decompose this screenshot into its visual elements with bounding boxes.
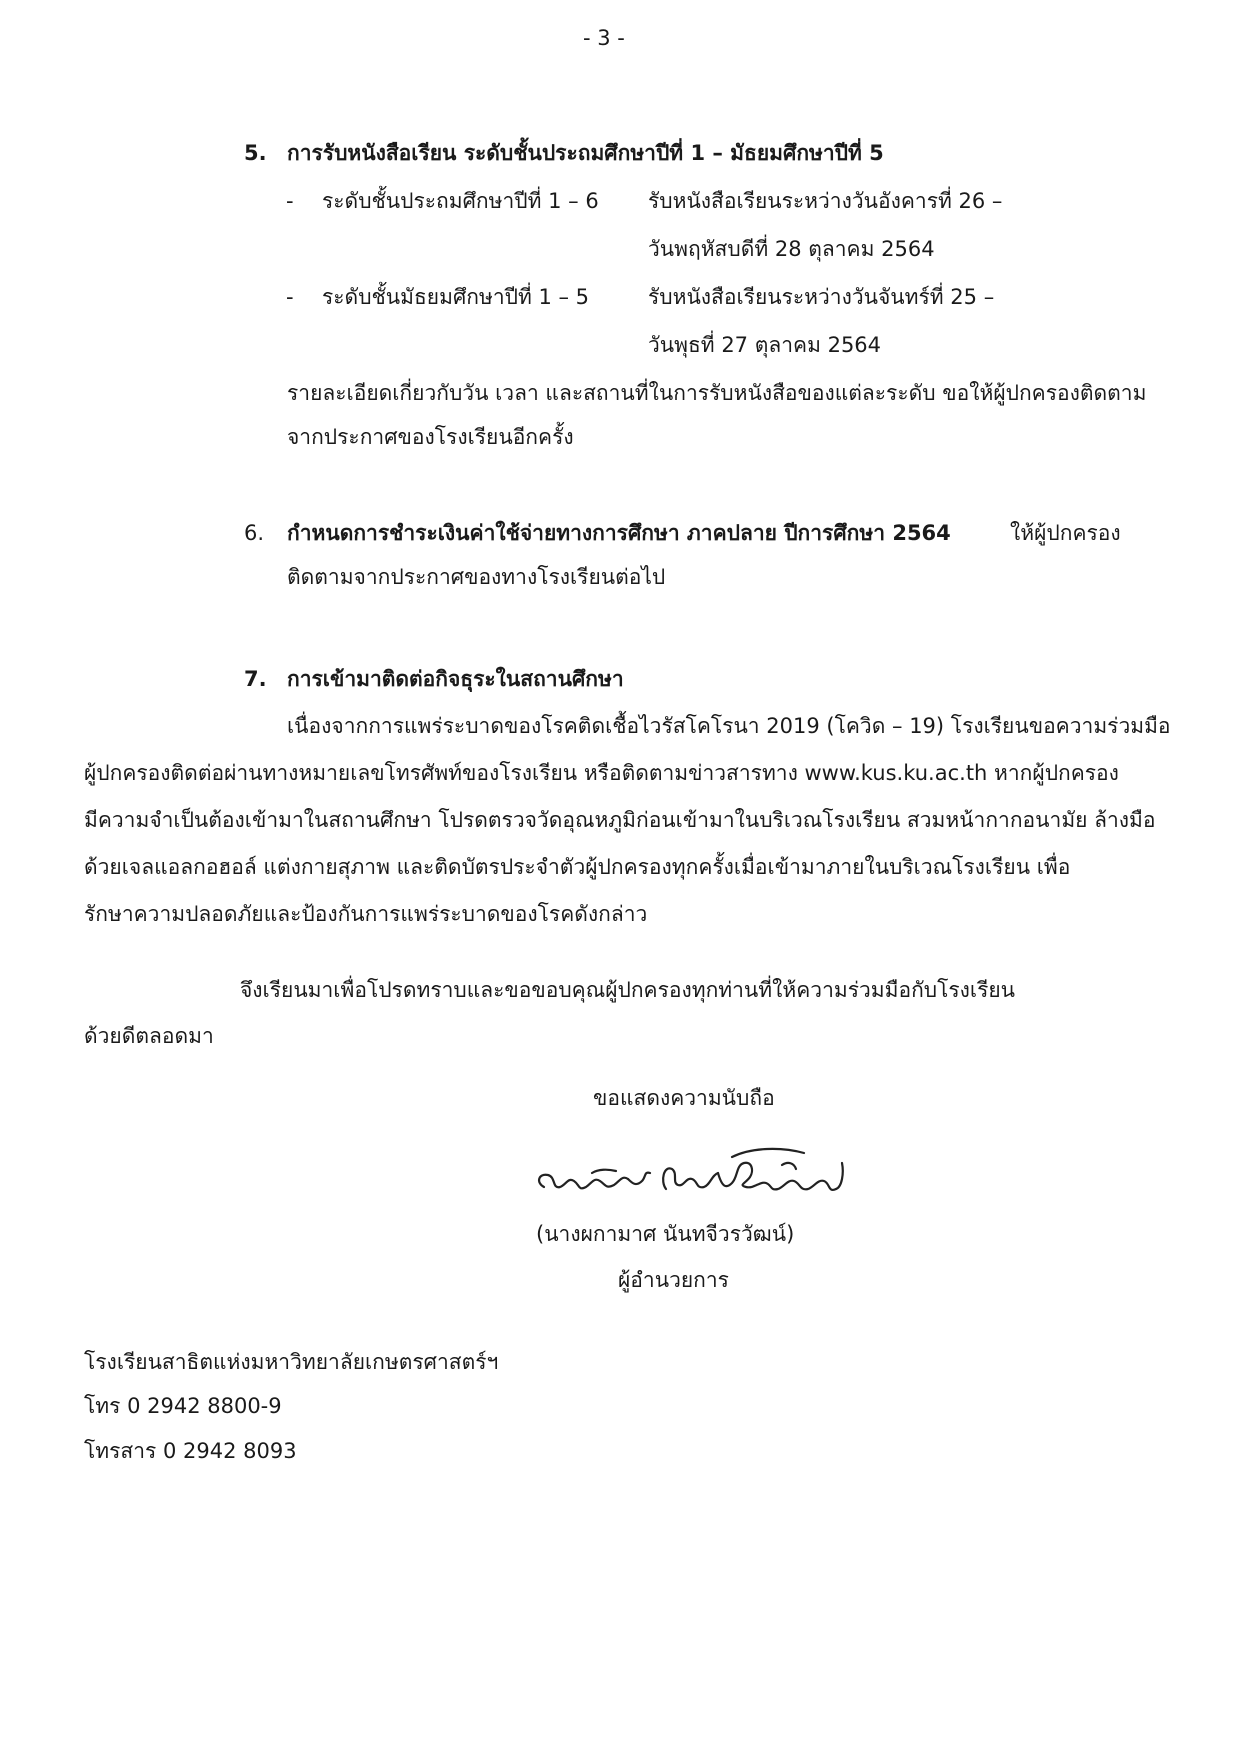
section7-line2: ผู้ปกครองติดต่อผ่านทางหมายเลขโทรศัพท์ของโรงเรียน หรือติดตามข่าวสารทาง www.kus.ku.ac.th หากผู้ปกครอง <box>84 761 1119 785</box>
section5-row2-level: ระดับชั้นมัธยมศึกษาปีที่ 1 – 5 <box>322 285 590 309</box>
section7-line4: ด้วยเจลแอลกอฮอล์ แต่งกายสุภาพ และติดบัตรประจำตัวผู้ปกครองทุกครั้งเมื่อเข้ามาภายในบริเวณโรงเรียน เพื่อ <box>84 855 1071 879</box>
footer-fax: โทรสาร 0 2942 8093 <box>84 1439 297 1463</box>
closing-line2: ด้วยดีตลอดมา <box>84 1024 214 1048</box>
section5-row1-dash: - <box>286 189 294 213</box>
section5-row1-level: ระดับชั้นประถมศึกษาปีที่ 1 – 6 <box>322 189 599 213</box>
signer-position: ผู้อำนวยการ <box>618 1268 729 1292</box>
section7-number: 7. <box>244 667 267 691</box>
footer-school: โรงเรียนสาธิตแห่งมหาวิทยาลัยเกษตรศาสตร์ฯ <box>84 1350 499 1374</box>
section6-line2: ติดตามจากประกาศของทางโรงเรียนต่อไป <box>287 565 666 589</box>
signer-name: (นางผกามาศ นันทจีวรวัฒน์) <box>536 1222 795 1246</box>
section5-row1-date-line2: วันพฤหัสบดีที่ 28 ตุลาคม 2564 <box>648 237 935 261</box>
section7-line5: รักษาความปลอดภัยและป้องกันการแพร่ระบาดของโรคดังกล่าว <box>84 902 648 926</box>
section5-row2-dash: - <box>286 285 294 309</box>
section5-title: การรับหนังสือเรียน ระดับชั้นประถมศึกษาปีที่ 1 – มัธยมศึกษาปีที่ 5 <box>287 141 884 165</box>
section5-row2-date-line1: รับหนังสือเรียนระหว่างวันจันทร์ที่ 25 – <box>648 285 995 309</box>
section5-row1-date-line1: รับหนังสือเรียนระหว่างวันอังคารที่ 26 – <box>648 189 1003 213</box>
section7-line1: เนื่องจากการแพร่ระบาดของโรคติดเชื้อไวรัสโคโรนา 2019 (โควิด – 19) โรงเรียนขอความร่วมมือ <box>287 714 1171 738</box>
section5-number: 5. <box>244 141 267 165</box>
closing-line1: จึงเรียนมาเพื่อโปรดทราบและขอขอบคุณผู้ปกครองทุกท่านที่ให้ความร่วมมือกับโรงเรียน <box>240 978 1016 1002</box>
closing-respect: ขอแสดงความนับถือ <box>593 1086 775 1110</box>
section6-title: กำหนดการชำระเงินค่าใช้จ่ายทางการศึกษา ภาคปลาย ปีการศึกษา 2564 <box>287 521 951 545</box>
footer-phone: โทร 0 2942 8800-9 <box>84 1394 282 1418</box>
section5-detail-line1: รายละเอียดเกี่ยวกับวัน เวลา และสถานที่ในการรับหนังสือของแต่ละระดับ ขอให้ผู้ปกครองติดตาม <box>287 381 1147 405</box>
signature-image <box>532 1143 872 1211</box>
section5-row2-date-line2: วันพุธที่ 27 ตุลาคม 2564 <box>648 333 882 357</box>
section6-number: 6. <box>244 521 265 545</box>
page-number: - 3 - <box>583 26 625 50</box>
section7-title: การเข้ามาติดต่อกิจธุระในสถานศึกษา <box>287 667 624 691</box>
section7-line3: มีความจำเป็นต้องเข้ามาในสถานศึกษา โปรดตรวจวัดอุณหภูมิก่อนเข้ามาในบริเวณโรงเรียน สวมหน้ากากอนามัย ล้างมือ <box>84 808 1156 832</box>
section6-title-tail: ให้ผู้ปกครอง <box>1010 521 1121 545</box>
section5-detail-line2: จากประกาศของโรงเรียนอีกครั้ง <box>287 425 574 449</box>
